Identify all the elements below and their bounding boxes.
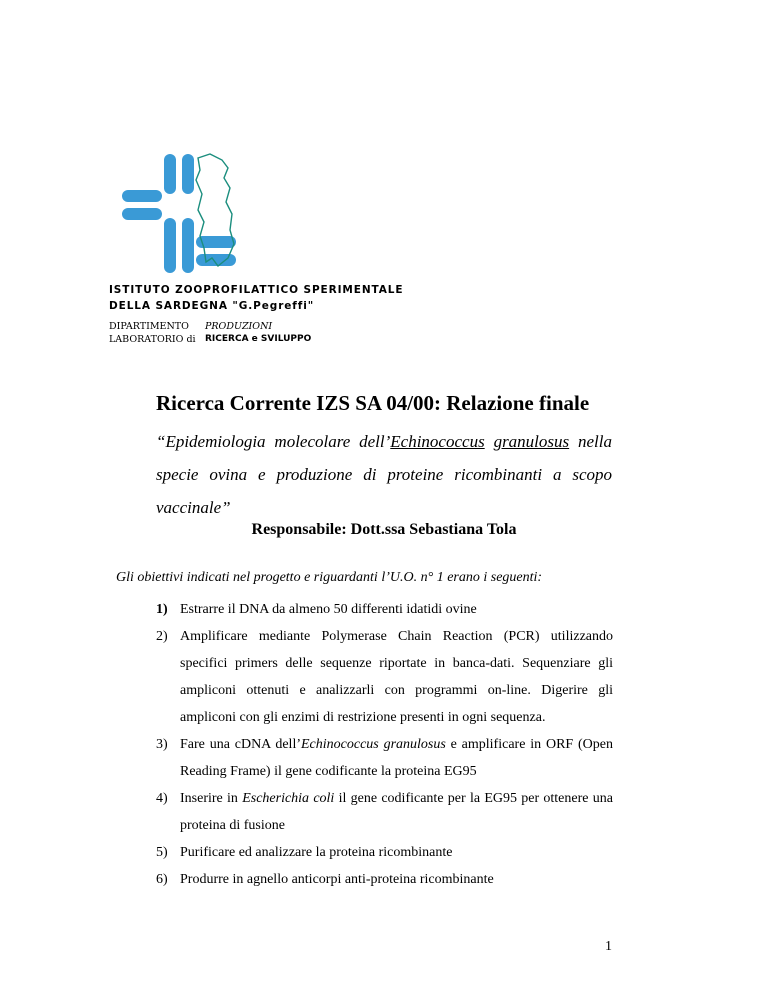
objective-text: Inserire in: [180, 791, 243, 806]
objectives-intro: Gli obiettivi indicati nel progetto e riguardanti l’U.O. n° 1 erano i seguenti:: [116, 570, 543, 585]
objective-item: [156, 596, 613, 623]
subtitle-part1: “Epidemiologia molecolare dell’: [156, 432, 391, 451]
subtitle-species: granulosus: [493, 432, 570, 451]
project-subtitle: [156, 425, 612, 524]
department-label: DIPARTIMENTO: [109, 321, 189, 332]
subtitle-part2: nella specie ovina e produzione di proteine ricombinanti a scopo vaccinale”: [156, 432, 612, 517]
objective-item: [156, 731, 613, 785]
objective-item: [156, 785, 613, 839]
organism-name: Echinococcus granulosus: [301, 737, 446, 752]
objective-text: Fare una cDNA dell’: [180, 737, 301, 752]
objective-item: [156, 839, 613, 866]
objective-number: 2): [156, 629, 168, 644]
objective-number: 5): [156, 845, 168, 860]
objective-number: 3): [156, 737, 168, 752]
objective-text: il gene codificante per la EG95 per ottenere una proteina di fusione: [180, 791, 613, 833]
objective-text: e amplificare in ORF (Open Reading Frame) il gene codificante la proteina EG95: [180, 737, 613, 779]
organism-name: Escherichia coli: [242, 791, 335, 806]
objective-item: [156, 623, 613, 731]
objectives-list: [156, 596, 613, 893]
objective-text: Estrarre il DNA da almeno 50 differenti idatidi ovine: [180, 602, 477, 617]
department-value: PRODUZIONI: [205, 321, 273, 332]
sardinia-map-outline: [196, 154, 234, 266]
objective-text: Amplificare mediante Polymerase Chain Reaction (PCR) utilizzando specifici primers delle sequenze riportate in banca-dati. Sequenziare gli ampliconi ottenuti e analizzarli con programmi on-line. Digerire gli ampliconi con gli enzimi di restrizione presenti in ogni sequenza.: [180, 629, 613, 725]
page-number: 1: [605, 939, 612, 954]
institute-name-line1: ISTITUTO ZOOPROFILATTICO SPERIMENTALE: [109, 284, 404, 296]
report-title: Ricerca Corrente IZS SA 04/00: Relazione finale: [156, 391, 590, 415]
institute-logo: [118, 148, 428, 278]
institute-name-line2: DELLA SARDEGNA "G.Pegreffi": [109, 300, 315, 312]
laboratory-value: RICERCA e SVILUPPO: [205, 334, 312, 344]
objective-number: 6): [156, 872, 168, 887]
objective-number: 1): [156, 602, 168, 617]
responsible-line: Responsabile: Dott.ssa Sebastiana Tola: [251, 521, 517, 538]
objective-item: [156, 866, 613, 893]
objective-text: Produrre in agnello anticorpi anti-proteina ricombinante: [180, 872, 494, 887]
objective-text: Purificare ed analizzare la proteina ricombinante: [180, 845, 453, 860]
laboratory-label: LABORATORIO di: [109, 334, 196, 345]
subtitle-genus: Echinococcus: [390, 432, 485, 451]
objective-number: 4): [156, 791, 168, 806]
